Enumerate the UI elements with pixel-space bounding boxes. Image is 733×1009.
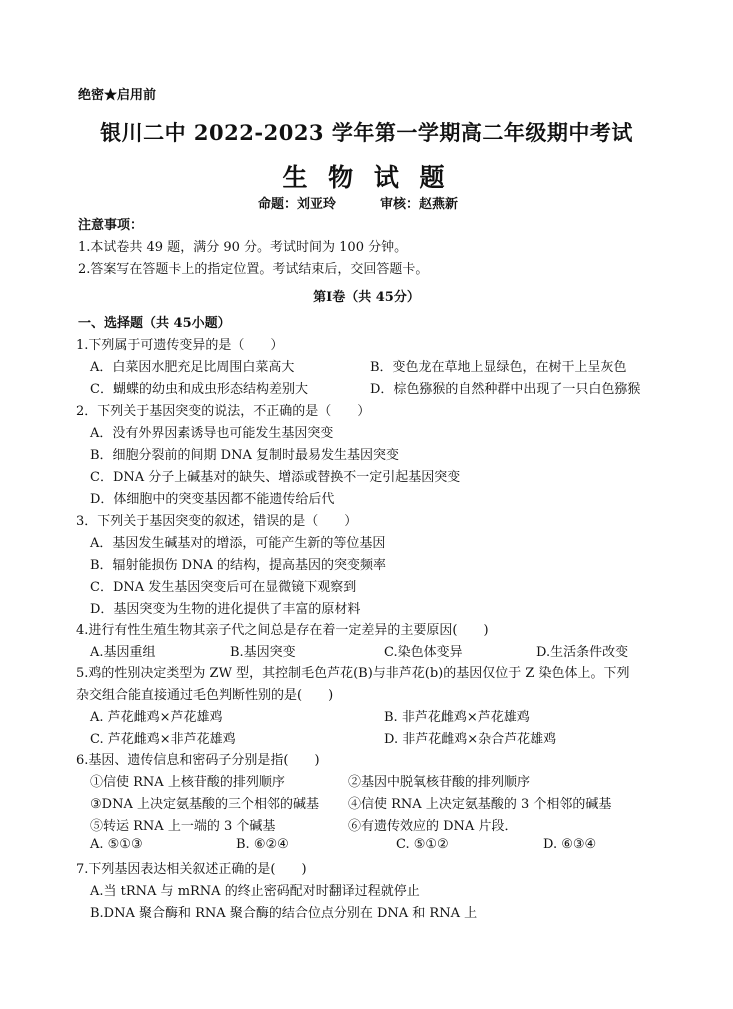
option-b: B.DNA 聚合酶和 RNA 聚合酶的结合位点分别在 DNA 和 RNA 上 — [90, 906, 478, 921]
option-b: B. ⑥②④ — [236, 837, 289, 852]
option-b: B．变色龙在草地上显绿色，在树干上呈灰色 — [370, 360, 627, 375]
question-stem: 6.基因、遗传信息和密码子分别是指( ) — [76, 753, 320, 768]
question-stem: 5.鸡的性别决定类型为 ZW 型，其控制毛色芦花(B)与非芦花(b)的基因仅位于 Z 染色体上。下列 — [76, 666, 630, 681]
option-c: C．DNA 发生基因突变后可在显微镜下观察到 — [90, 580, 357, 595]
option-a: A．没有外界因素诱导也可能发生基因突变 — [90, 426, 334, 441]
option-d: D．棕色猕猴的自然种群中出现了一只白色猕猴 — [370, 382, 641, 397]
option-b: B．辐射能损伤 DNA 的结构，提高基因的突变频率 — [90, 558, 387, 573]
part-title: 第Ⅰ卷（共 45分） — [313, 290, 420, 305]
question-stem: 4.进行有性生殖生物其亲子代之间总是存在着一定差异的主要原因( ) — [76, 623, 489, 638]
option-d: D. ⑥③④ — [543, 837, 597, 852]
option-a: A.当 tRNA 与 mRNA 的终止密码配对时翻译过程就停止 — [90, 884, 420, 899]
statement-item: ⑥有遗传效应的 DNA 片段． — [348, 819, 518, 834]
option-a: A. 芦花雌鸡×芦花雄鸡 — [90, 710, 223, 725]
option-d: D．体细胞中的突变基因都不能遗传给后代 — [90, 492, 335, 507]
statement-item: ⑤转运 RNA 上一端的 3 个碱基 — [90, 819, 276, 834]
option-a: A. ⑤①③ — [90, 837, 143, 852]
option-b: B. 非芦花雌鸡×芦花雄鸡 — [384, 710, 530, 725]
statement-item: ②基因中脱氧核苷酸的排列顺序 — [348, 775, 531, 790]
option-d: D．基因突变为生物的进化提供了丰富的原材料 — [90, 602, 361, 617]
question-stem: 2．下列关于基因突变的说法，不正确的是（ ） — [76, 404, 371, 419]
option-d: D.生活条件改变 — [536, 645, 629, 660]
question-stem: 7.下列基因表达相关叙述正确的是( ) — [76, 862, 307, 877]
notice-item: 2.答案写在答题卡上的指定位置。考试结束后，交回答题卡。 — [78, 262, 429, 277]
setter: 命题：刘亚玲 — [258, 197, 337, 212]
notice-heading: 注意事项： — [78, 218, 144, 233]
option-a: A．白菜因水肥充足比周围白菜高大 — [90, 360, 295, 375]
option-a: A.基因重组 — [90, 645, 156, 660]
option-d: D. 非芦花雌鸡×杂合芦花雄鸡 — [384, 732, 557, 747]
subject-title: 生 物 试 题 — [282, 163, 451, 192]
statement-item: ④信使 RNA 上决定氨基酸的 3 个相邻的碱基 — [348, 797, 612, 812]
question-stem-continued: 杂交组合能直接通过毛色判断性别的是( ) — [76, 688, 334, 703]
notice-item: 1.本试卷共 49 题，满分 90 分。考试时间为 100 分钟。 — [78, 240, 408, 255]
option-a: A．基因发生碱基对的增添，可能产生新的等位基因 — [90, 536, 386, 551]
statement-item: ③DNA 上决定氨基酸的三个相邻的碱基 — [90, 797, 319, 812]
exam-title: 银川二中 2022-2023 学年第一学期高二年级期中考试 — [100, 120, 633, 145]
statement-item: ①信使 RNA 上核苷酸的排列顺序 — [90, 775, 285, 790]
confidential-label: 绝密★启用前 — [78, 88, 157, 103]
option-b: B.基因突变 — [230, 645, 296, 660]
section-title: 一、选择题（共 45小题） — [78, 316, 231, 331]
option-c: C.染色体变异 — [384, 645, 463, 660]
option-c: C．DNA 分子上碱基对的缺失、增添或替换不一定引起基因突变 — [90, 470, 461, 485]
reviewer: 审核：赵燕新 — [380, 197, 459, 212]
option-c: C. 芦花雌鸡×非芦花雄鸡 — [90, 732, 236, 747]
option-c: C．蝴蝶的幼虫和成虫形态结构差别大 — [90, 382, 308, 397]
option-c: C. ⑤①② — [396, 837, 449, 852]
author-line — [258, 193, 458, 212]
question-stem: 1.下列属于可遗传变异的是（ ） — [76, 338, 284, 353]
option-b: B．细胞分裂前的间期 DNA 复制时最易发生基因突变 — [90, 448, 400, 463]
question-stem: 3．下列关于基因突变的叙述，错误的是（ ） — [76, 514, 358, 529]
